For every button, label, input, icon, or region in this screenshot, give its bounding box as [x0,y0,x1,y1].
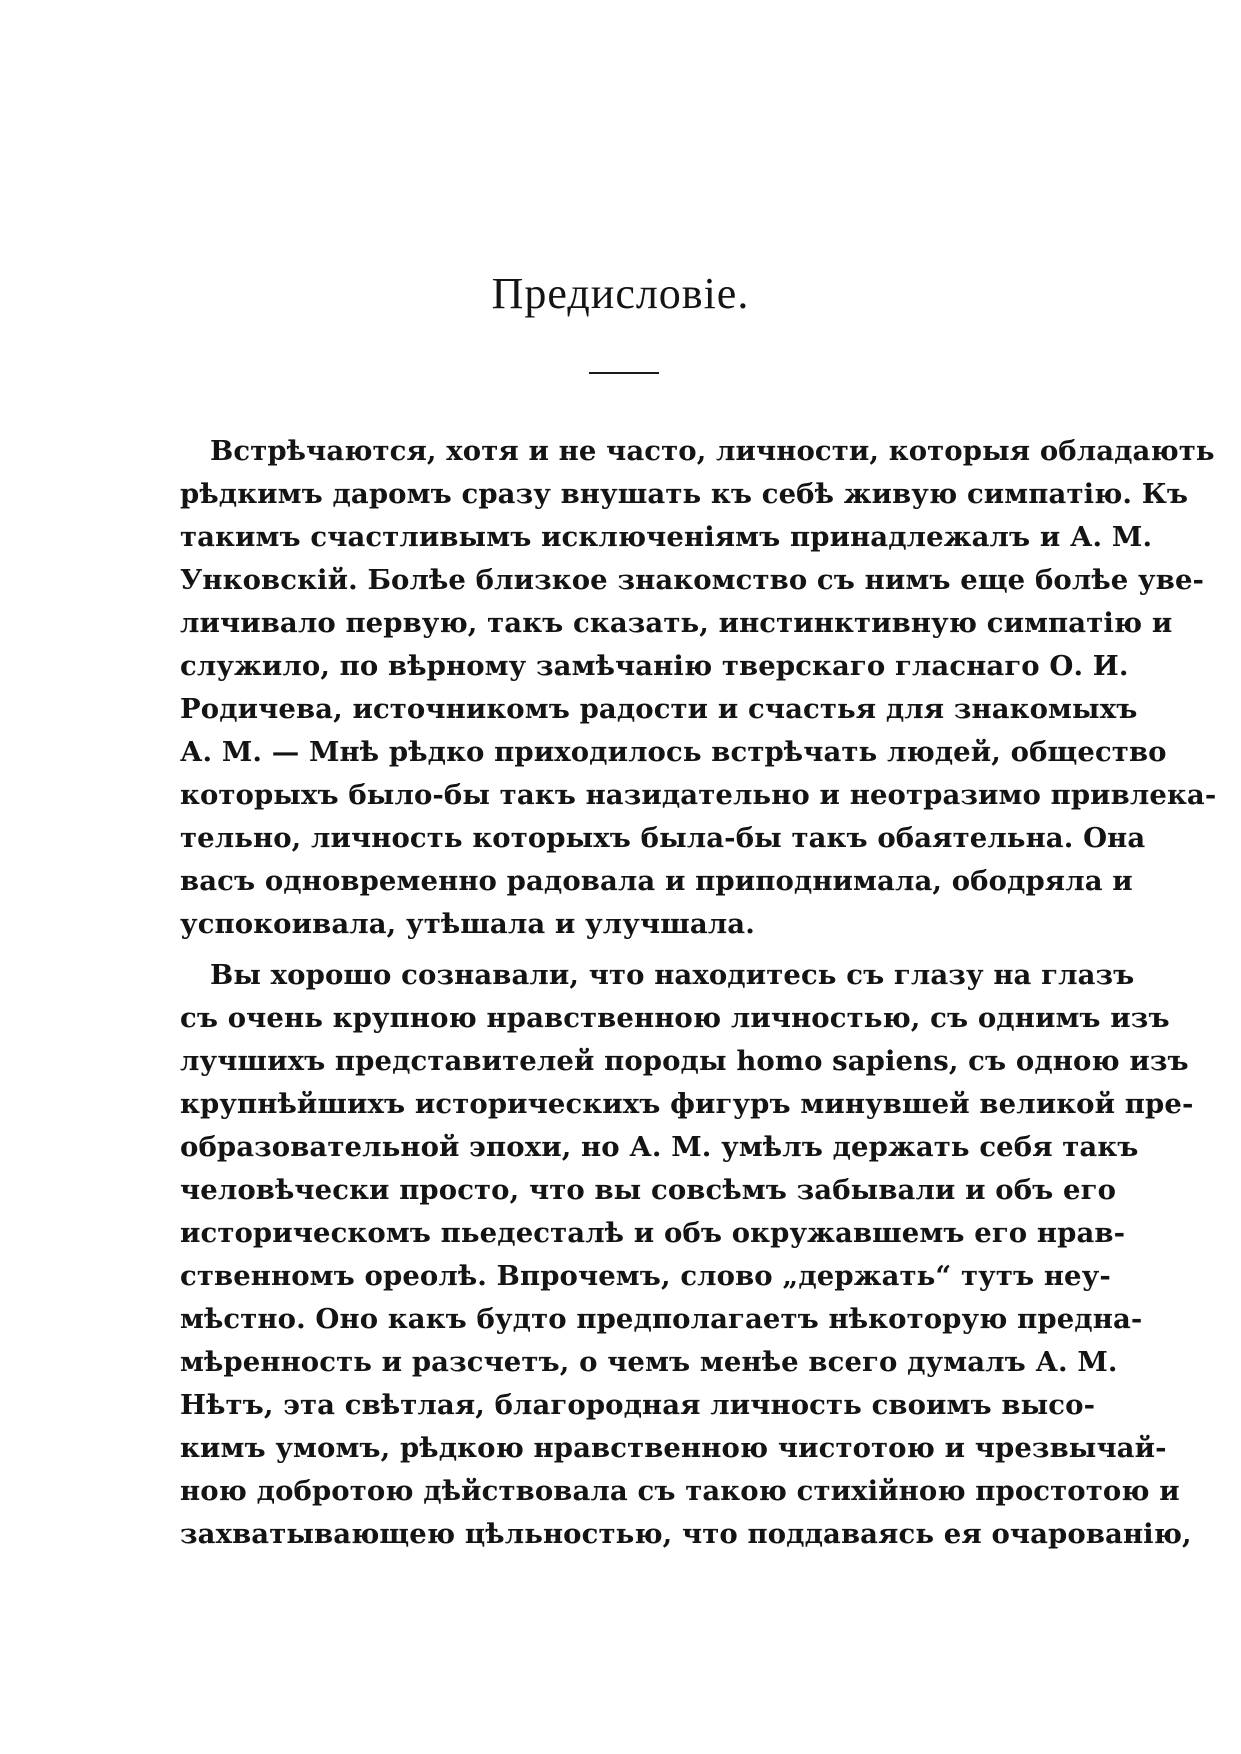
text-line: Встрѣчаются, хотя и не часто, личности, которыя обладають [210,435,1215,467]
text-line: васъ одновременно радовала и приподнимала, ободряла и [180,865,1133,897]
paragraph-1 [180,430,1217,946]
paragraph-2 [180,954,1194,1556]
text-line: рѣдкимъ даромъ сразу внушать къ себѣ живую симпатію. Къ [180,478,1189,510]
text-line: лучшихъ представителей породы homo sapiens, съ одною изъ [180,1045,1189,1077]
text-line: служило, по вѣрному замѣчанію тверскаго гласнаго О. И. [180,650,1129,682]
text-line: мѣренность и разсчетъ, о чемъ менѣе всего думалъ А. М. [180,1346,1118,1378]
text-line: ною добротою дѣйствовала съ такою стихійною простотою и [180,1475,1180,1507]
title-divider [589,372,659,374]
text-line: образовательной эпохи, но А. М. умѣлъ держать себя такъ [180,1131,1139,1163]
text-line: тельно, личность которыхъ была-бы такъ обаятельна. Она [180,822,1146,854]
text-line: ственномъ ореолѣ. Впрочемъ, слово „держать“ тутъ неу- [180,1260,1111,1292]
text-line: историческомъ пьедесталѣ и объ окружавшемъ его нрав- [180,1217,1126,1249]
text-line: такимъ счастливымъ исключеніямъ принадлежалъ и А. М. [180,521,1153,553]
text-line: Родичева, источникомъ радости и счастья для знакомыхъ [180,693,1138,725]
text-line: захватывающею цѣльностью, что поддаваясь ея очарованію, [180,1518,1192,1550]
text-line: Вы хорошо сознавали, что находитесь съ глазу на глазъ [210,959,1135,991]
text-line: А. М. — Мнѣ рѣдко приходилось встрѣчать людей, общество [180,736,1167,768]
text-line: кимъ умомъ, рѣдкою нравственною чистотою и чрезвычай- [180,1432,1167,1464]
body-text [180,430,1217,1556]
page-title: Предисловіе. [491,269,750,318]
text-line: успокоивала, утѣшала и улучшала. [180,908,755,940]
text-line: Нѣтъ, эта свѣтлая, благородная личность своимъ высо- [180,1389,1096,1421]
text-line: крупнѣйшихъ историческихъ фигуръ минувшей великой пре- [180,1088,1194,1120]
text-line: мѣстно. Оно какъ будто предполагаетъ нѣкоторую предна- [180,1303,1143,1335]
text-line: человѣчески просто, что вы совсѣмъ забывали и объ его [180,1174,1117,1206]
text-line: съ очень крупною нравственною личностью, съ однимъ изъ [180,1002,1170,1034]
text-line: которыхъ было-бы такъ назидательно и неотразимо привлека- [180,779,1217,811]
text-line: Унковскій. Болѣе близкое знакомство съ нимъ еще болѣе уве- [180,564,1205,596]
text-line: личивало первую, такъ сказать, инстинктивную симпатію и [180,607,1173,639]
